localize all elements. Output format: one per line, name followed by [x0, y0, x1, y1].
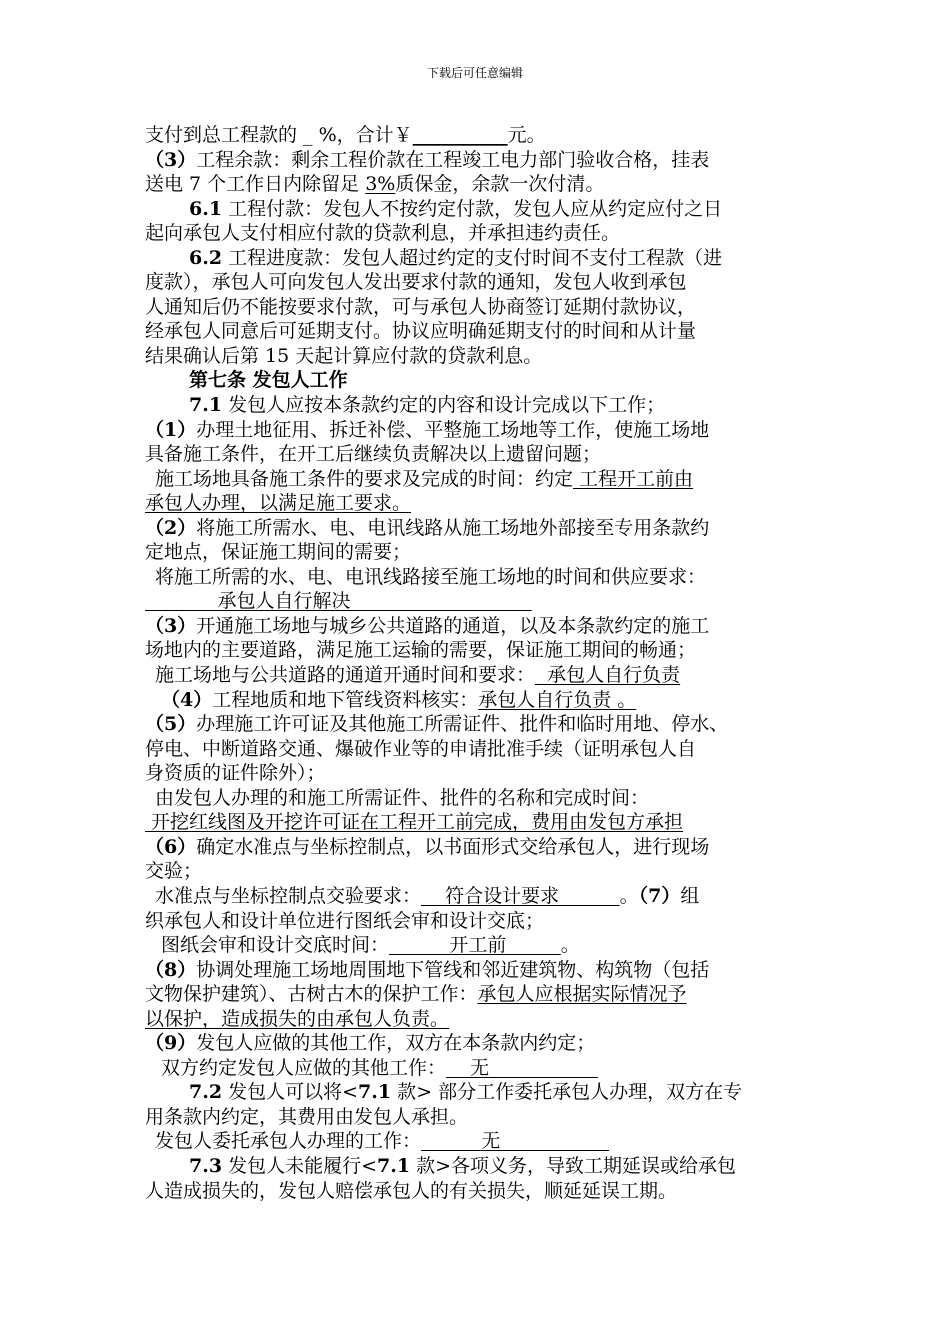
text: 协调处理施工场地周围地下管线和邻近建筑物、构筑物（包括: [196, 958, 710, 981]
clause-number: 7.2: [189, 1081, 223, 1104]
text: 工程付款：发包人不按约定付款，发包人应从约定应付之日: [222, 197, 723, 220]
item-1-requirement-cont: [145, 491, 815, 516]
article-title: 第七条 发包人工作: [189, 369, 348, 392]
clause-7-2: [145, 1080, 815, 1105]
text: 发包人可以将<: [222, 1081, 359, 1104]
filled-field: 开挖红线图及开挖许可证在工程开工前完成，费用由发包方承担: [145, 811, 684, 834]
text: 送电 7 个工作日内除留足: [145, 173, 366, 196]
article-7-title: [145, 368, 815, 393]
text: 办理土地征用、拆迁补偿、平整施工场地等工作，使施工场地: [196, 418, 710, 441]
clause-reference: 7.1: [377, 1154, 411, 1177]
item-5: [145, 712, 815, 737]
item-number: （3）: [145, 614, 197, 637]
clause-6-2-line-3: 人通知后仍不能按要求付款，可与承包人协商签订延期付款协议，: [145, 295, 697, 318]
item-8-cont-2: [145, 1007, 815, 1032]
clause-6-2: [145, 246, 815, 271]
filled-field: 无: [421, 1130, 610, 1153]
item-7-cont: 织承包人和设计单位进行图纸会审和设计交底；: [145, 909, 545, 932]
text: 开通施工场地与城乡公共道路的通道，以及本条款约定的施工: [196, 614, 710, 637]
text: 款> 部分工作委托承包人办理，双方在专: [391, 1081, 743, 1104]
item-6: [145, 835, 815, 860]
payment-total-line: [145, 123, 815, 148]
text: 支付到总工程款的 _ %，合计￥: [145, 124, 413, 146]
item-3-requirement: [145, 663, 815, 688]
item-1-cont: 具备施工条件，在开工后继续负责解决以上遗留问题；: [145, 443, 602, 466]
item-5-requirement-value: [145, 810, 815, 835]
item-4: [145, 688, 815, 713]
text: 工程余款：剩余工程价款在工程竣工电力部门验收合格，挂表: [196, 148, 710, 171]
text: 办理施工许可证及其他施工所需证件、批件和临时用地、停水、: [196, 713, 729, 736]
clause-6-1-cont: 起向承包人支付相应付款的贷款利息，并承担违约责任。: [145, 222, 621, 245]
filled-field: 开工前: [389, 934, 561, 957]
clause-6-2-line-2: 度款），承包人可向发包人发出要求付款的通知，发包人收到承包: [145, 271, 687, 294]
clause-7-2-cont: 用条款内约定，其费用由发包人承担。: [145, 1105, 469, 1128]
item-2-requirement: 将施工所需的水、电、电讯线路接至施工场地的时间和供应要求：: [155, 565, 707, 588]
item-3: [145, 614, 815, 639]
text: 发包人委托承包人办理的工作：: [155, 1130, 422, 1153]
item-number: （4）: [161, 688, 213, 711]
text: 确定水准点与坐标控制点，以书面形式交给承包人，进行现场: [196, 835, 710, 858]
filled-field: 以保护，造成损失的由承包人负责。: [145, 1007, 450, 1030]
text: 双方约定发包人应做的其他工作：: [161, 1056, 447, 1079]
filled-field: 承包人办理，以满足施工要求。: [145, 492, 412, 515]
filled-field: 无: [446, 1056, 598, 1079]
text: 水准点与坐标控制点交验要求：: [155, 884, 422, 907]
item-number: （6）: [145, 835, 197, 858]
text: 施工场地具备施工条件的要求及完成的时间：约定: [155, 467, 574, 490]
item-9-requirement: [145, 1056, 815, 1081]
text: 发包人应按本条款约定的内容和设计完成以下工作；: [222, 394, 666, 417]
clause-6-2-line-4: 经承包人同意后可延期支付。协议应明确延期支付的时间和从计量: [145, 320, 697, 343]
text: 组: [680, 884, 700, 907]
item-6-cont: 交验；: [145, 860, 203, 883]
item-number: （1）: [145, 418, 197, 441]
clause-7-1: [145, 393, 815, 418]
filled-field: 承包人自行负责: [535, 664, 681, 687]
clause-7-2-requirement: [145, 1129, 815, 1154]
amount-blank: __________: [412, 124, 508, 146]
item-3-cont: 场地内的主要道路，满足施工运输的需要，保证施工期间的畅通；: [145, 639, 697, 662]
retention-percent: 3%: [365, 173, 396, 196]
item-2: [145, 516, 815, 541]
clause-7-3-cont: 人造成损失的，发包人赔偿承包人的有关损失，顺延延误工期。: [145, 1179, 678, 1202]
item-5-requirement: 由发包人办理的和施工所需证件、批件的名称和完成时间：: [155, 786, 650, 809]
text: 文物保护建筑）、古树古木的保护工作：: [145, 983, 478, 1006]
item-8: [145, 958, 815, 983]
item-3-balance-cont: [145, 172, 815, 197]
item-2-cont: 定地点，保证施工期间的需要；: [145, 541, 412, 564]
filled-field: 符合设计要求: [421, 884, 620, 907]
item-number: （5）: [145, 713, 197, 736]
clause-reference: 7.1: [358, 1081, 392, 1104]
text: 。: [560, 934, 580, 957]
clause-number: 6.1: [189, 197, 223, 220]
text: 款>各项义务，导致工期延误或给承包: [410, 1154, 737, 1177]
item-number: （9）: [145, 1032, 197, 1055]
document-body: [145, 123, 815, 1203]
clause-6-2-line-5: 结果确认后第 15 天起计算应付款的贷款利息。: [145, 344, 543, 367]
item-number: （2）: [145, 516, 197, 539]
item-number: （3）: [145, 148, 197, 171]
text: 。: [619, 884, 639, 907]
clause-6-1: [145, 197, 815, 222]
text: 工程进度款：发包人超过约定的支付时间不支付工程款（进: [222, 246, 723, 269]
item-number: （8）: [145, 958, 197, 981]
filled-field: 承包人自行负责 。: [478, 688, 637, 711]
clause-number: 6.2: [189, 246, 223, 269]
page-header: 下载后可任意编辑: [426, 66, 523, 80]
item-9: [145, 1031, 815, 1056]
text: 质保金，余款一次付清。: [395, 173, 605, 196]
text: 发包人应做的其他工作，双方在本条款内约定；: [196, 1032, 596, 1055]
text: 工程地质和地下管线资料核实：: [212, 688, 479, 711]
item-7-requirement: [145, 933, 815, 958]
item-5-line-3: 身资质的证件除外）；: [145, 762, 326, 785]
text: 发包人未能履行<: [222, 1154, 378, 1177]
filled-field: 承包人自行解决: [145, 590, 532, 613]
text: 元。: [507, 124, 546, 146]
text: 施工场地与公共道路的通道开通时间和要求：: [155, 664, 536, 687]
filled-field: 工程开工前由: [573, 467, 694, 490]
item-2-requirement-value: [145, 589, 815, 614]
item-5-line-2: 停电、中断道路交通、爆破作业等的申请批准手续（证明承包人自: [145, 737, 697, 760]
item-6-requirement-and-item-7: [145, 884, 815, 909]
item-number: （7）: [638, 884, 681, 907]
item-1-requirement: [145, 467, 815, 492]
clause-7-3: [145, 1154, 815, 1179]
text: 图纸会审和设计交底时间：: [161, 934, 390, 957]
item-8-cont: [145, 982, 815, 1007]
text: 将施工所需水、电、电讯线路从施工场地外部接至专用条款约: [196, 516, 710, 539]
clause-number: 7.3: [189, 1154, 223, 1177]
filled-field: 承包人应根据实际情况予: [477, 983, 687, 1006]
clause-number: 7.1: [189, 394, 223, 417]
item-3-balance: [145, 148, 815, 173]
item-1: [145, 418, 815, 443]
